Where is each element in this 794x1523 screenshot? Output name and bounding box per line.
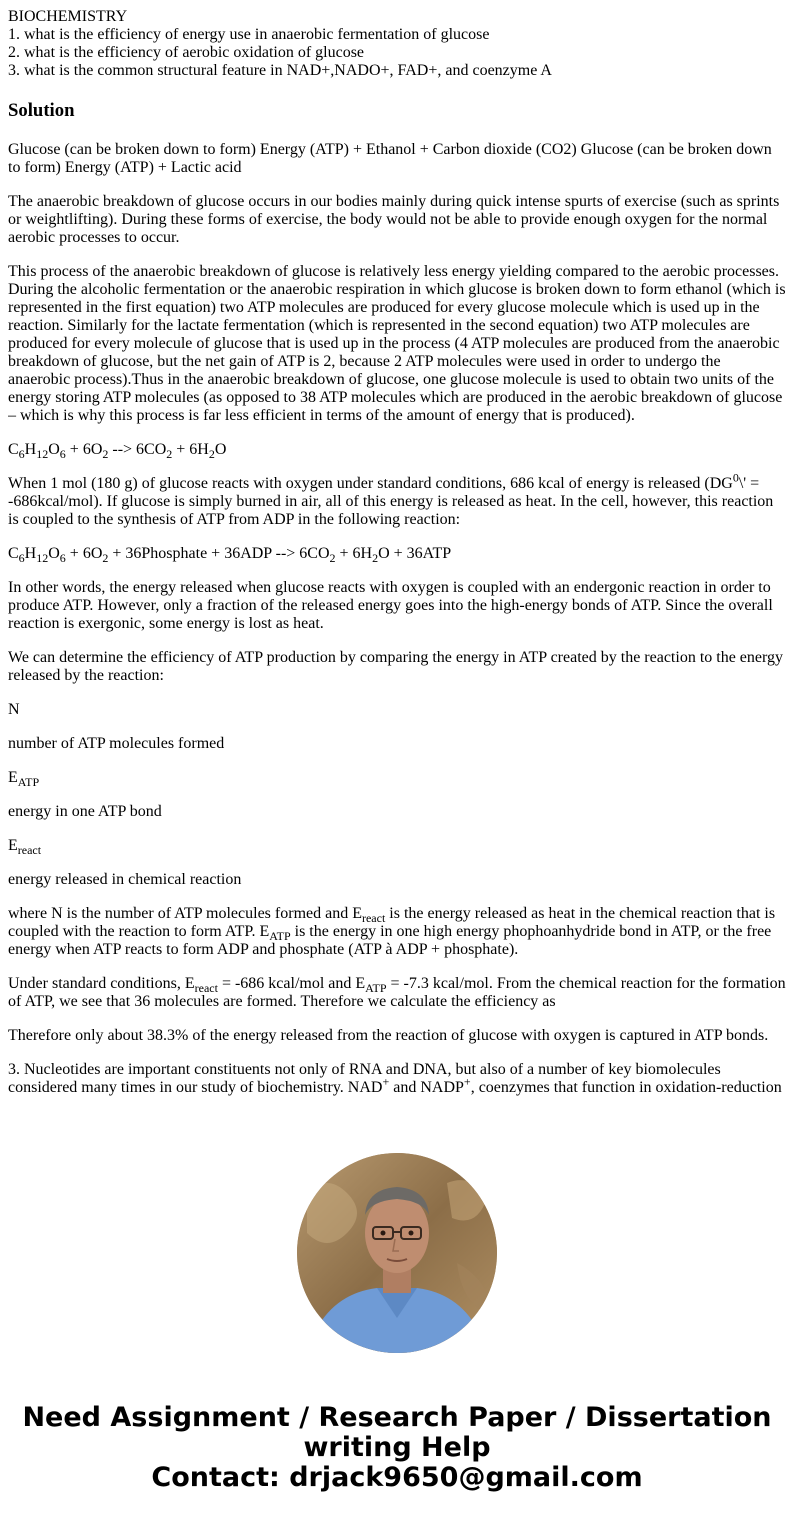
solution-paragraph-3: This process of the anaerobic breakdown of glucose is relatively less energy yielding compared to the aerobic processes. During the alcoholic fermentation or the anaerobic respiration in which glucose is broken down to form ethanol (which is represented in the first equation) two ATP molecules are produced for every glucose molecule which is used up in the reaction. Similarly for the lactate fermentation (which is represented in the second equation) two ATP molecules are produced for every molecule of glucose that is used up in the process (4 ATP molecules are produced from the anaerobic breakdown of glucose, but the net gain of ATP is 2, because 2 ATP molecules were used in order to undergo the anaerobic process).Thus in the anaerobic breakdown of glucose, one glucose molecule is used to obtain two units of the energy storing ATP molecules (as opposed to 38 ATP molecules which are produced in the aerobic breakdown of glucose – which is why this process is far less efficient in terms of the amount of energy that is produced). (8, 263, 786, 424)
solution-heading: Solution (8, 100, 75, 121)
question-item-3: 3. what is the common structural feature in NAD+,NADO+, FAD+, and coenzyme A (8, 62, 552, 79)
definition-ereact: $E_{react}$ (8, 837, 42, 858)
footer-banner (0, 1403, 794, 1493)
definition-ereact-description: energy released in chemical reaction (8, 871, 242, 888)
solution-paragraph-4: When 1 mol (180 g) of glucose reacts with oxygen under standard conditions, 686 kcal of energy is released ($DG^0\backslash'$ = -686kcal/mol). If glucose is simply burned in air, all of this energy is released as heat. In the cell, however, this reaction is coupled to the synthesis of ATP from ADP in the following reaction: (8, 470, 774, 528)
footer-line-1: Need Assignment / Research Paper / Dissertation (22, 1402, 772, 1433)
solution-paragraph-7: where N is the number of ATP molecules formed and $E_{react}$ is the energy released as heat in the chemical reaction that is coupled with the reaction to form ATP. $E_{ATP}$ is the energy in one high energy phophoanhydride bond in ATP, or the free energy when ATP reacts to form ADP and phosphate (ATP à ADP + phosphate). (8, 905, 776, 958)
definition-eatp-description: energy in one ATP bond (8, 803, 162, 820)
footer-contact: Contact: drjack9650@gmail.com (151, 1462, 643, 1493)
question-item-1: 1. what is the efficiency of energy use in anaerobic fermentation of glucose (8, 26, 490, 43)
author-avatar (297, 1153, 497, 1353)
solution-paragraph-8: Under standard conditions, $E_{react} = -686$ kcal/mol and $E_{ATP} = -7.3$ kcal/mol. From the chemical reaction for the formation of ATP, we see that 36 molecules are formed. Therefore we calculate the efficiency as (8, 975, 786, 1010)
definition-eatp: $E_{ATP}$ (8, 769, 40, 790)
equation-coupled: $C_6H_{12}O_6 + 6O_2$ + 36Phosphate + 36ADP --> $6CO_2 + 6H_2O + 36ATP$ (8, 545, 452, 566)
solution-paragraph-6: We can determine the efficiency of ATP production by comparing the energy in ATP created by the reaction to the energy released by the reaction: (8, 649, 784, 684)
solution-paragraph-2: The anaerobic breakdown of glucose occurs in our bodies mainly during quick intense spurts of exercise (such as sprints or weightlifting). During these forms of exercise, the body would not be able to provide enough oxygen for the normal aerobic processes to occur. (8, 193, 780, 246)
solution-paragraph-10: 3. Nucleotides are important constituents not only of RNA and DNA, but also of a number of key biomolecules considered many times in our study of biochemistry. NAD+ and NADP+, coenzymes that function in oxidation-reduction (8, 1061, 782, 1096)
answer-content (8, 8, 786, 1122)
definition-n-description: number of ATP molecules formed (8, 735, 225, 752)
solution-paragraph-5: In other words, the energy released when glucose reacts with oxygen is coupled with an endergonic reaction in order to produce ATP. However, only a fraction of the released energy goes into the high-energy bonds of ATP. Since the overall reaction is exergonic, some energy is lost as heat. (8, 579, 773, 632)
footer-line-2: writing Help (303, 1432, 491, 1463)
solution-paragraph-9: Therefore only about 38.3% of the energy released from the reaction of glucose with oxygen is captured in ATP bonds. (8, 1027, 769, 1044)
question-subject: BIOCHEMISTRY (8, 8, 128, 25)
definition-n: N (8, 701, 20, 718)
question-item-2: 2. what is the efficiency of aerobic oxidation of glucose (8, 44, 365, 61)
solution-paragraph-1: Glucose (can be broken down to form) Energy (ATP) + Ethanol + Carbon dioxide (CO2) Glucose (can be broken down to form) Energy (ATP) + Lactic acid (8, 141, 772, 176)
author-photo-illustration (297, 1153, 497, 1353)
equation-aerobic: $C_6H_{12}O_6 + 6O_2$ --> $6CO_2 + 6H_2O$ (8, 441, 227, 462)
question-block (8, 8, 786, 80)
